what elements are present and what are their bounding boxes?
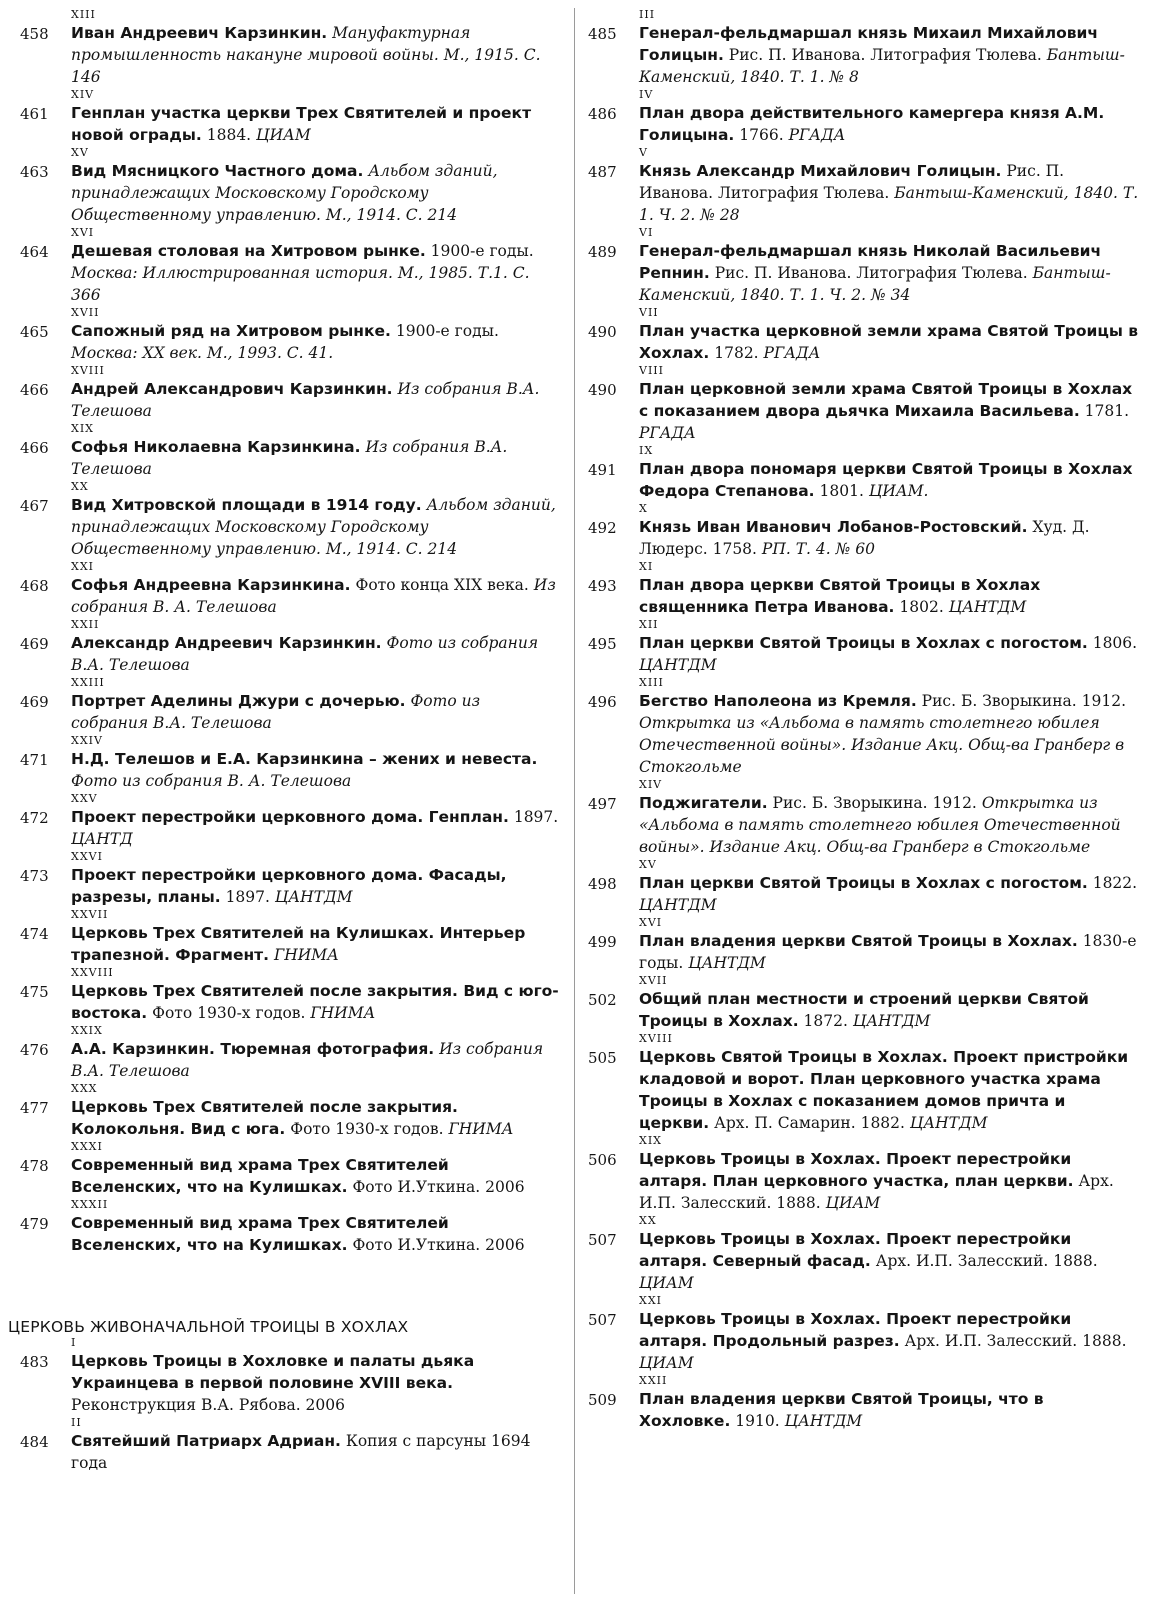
entry-title: Церковь Троицы в Хохловке и палаты дьяка Украинцева в первой половине XVIII века. xyxy=(71,1352,475,1392)
entry-source: РГАДА xyxy=(788,126,846,144)
left-column xyxy=(8,8,560,1474)
entry-title: План участка церковной земли храма Святой Троицы в Хохлах. xyxy=(639,322,1139,362)
entry-text xyxy=(71,980,560,1024)
entry-source: Фото из собрания В. А. Телешова xyxy=(71,772,352,790)
entry-source: РП. Т. 4. № 60 xyxy=(761,540,875,558)
page-number: 507 xyxy=(588,1231,617,1249)
roman-numeral: X xyxy=(639,502,648,515)
list-item xyxy=(20,240,560,306)
roman-numeral: XXII xyxy=(639,1374,668,1387)
entry-title: Генерал-фельдмаршал князь Михаил Михайлович Голицын. xyxy=(639,24,1099,64)
list-item xyxy=(20,922,560,966)
entry-text xyxy=(71,1212,560,1256)
roman-numeral: XXVI xyxy=(71,850,103,863)
entry-source: Бантыш-Каменский, 1840. Т. 1. Ч. 2. № 28 xyxy=(639,184,1139,224)
roman-numeral: XIV xyxy=(71,88,95,101)
entry-title: Князь Иван Иванович Лобанов-Ростовский. xyxy=(639,518,1028,536)
entry-details: Худ. Д. Людерс. 1758. xyxy=(639,518,1090,558)
entry-source: ЦАНТДМ xyxy=(639,656,717,674)
entry-source: ЦАНТД xyxy=(71,830,133,848)
list-item xyxy=(588,102,1140,146)
entry-title: План церкви Святой Троицы в Хохлах с погостом. xyxy=(639,634,1088,652)
entry-title: План церковной земли храма Святой Троицы в Хохлах с показанием двора дьячка Михаила Васильева. xyxy=(639,380,1133,420)
page-number: 476 xyxy=(20,1041,49,1059)
entry-title: План двора церкви Святой Троицы в Хохлах священника Петра Иванова. xyxy=(639,576,1041,616)
roman-numeral: XXXI xyxy=(71,1140,103,1153)
entry-title: Святейший Патриарх Адриан. xyxy=(71,1432,341,1450)
roman-numeral: XXI xyxy=(71,560,95,573)
entry-title: Н.Д. Телешов и Е.А. Карзинкина – жених и невеста. xyxy=(71,750,538,768)
entry-source: ЦИАМ xyxy=(825,1194,881,1212)
entry-title: Генплан участка церкви Трех Святителей и проект новой ограды. xyxy=(71,104,532,144)
page-number: 464 xyxy=(20,243,49,261)
right-column xyxy=(588,8,1140,1432)
roman-numeral: XVII xyxy=(71,306,100,319)
entry-title: Иван Андреевич Карзинкин. xyxy=(71,24,328,42)
roman-numeral: XXVIII xyxy=(71,966,114,979)
entry-text xyxy=(71,102,560,146)
roman-numeral: II xyxy=(71,1416,82,1429)
entry-text xyxy=(71,748,560,792)
list-item xyxy=(588,240,1140,306)
entry-title: План двора пономаря церкви Святой Троицы в Хохлах Федора Степанова. xyxy=(639,460,1133,500)
page-number: 489 xyxy=(588,243,617,261)
roman-numeral: VI xyxy=(639,226,654,239)
entry-title: Александр Андреевич Карзинкин. xyxy=(71,634,382,652)
list-item xyxy=(588,792,1140,858)
entry-details: Фото конца XIX века. xyxy=(355,576,529,594)
list-item xyxy=(588,872,1140,916)
entry-title: План владения церкви Святой Троицы, что в Хохловке. xyxy=(639,1390,1044,1430)
list-item xyxy=(20,1096,560,1140)
list-item xyxy=(20,1350,560,1416)
entry-details: Рис. П. Иванова. Литография Тюлева. xyxy=(714,264,1028,282)
entry-text xyxy=(639,22,1140,88)
entry-title: А.А. Карзинкин. Тюремная фотография. xyxy=(71,1040,435,1058)
entry-text xyxy=(639,988,1140,1032)
page-number: 475 xyxy=(20,983,49,1001)
roman-numeral: XVII xyxy=(639,974,668,987)
entry-source: ГНИМА xyxy=(274,946,339,964)
entry-text xyxy=(71,1038,560,1082)
entry-text xyxy=(639,1228,1140,1294)
list-item xyxy=(588,1388,1140,1432)
entry-source: Мануфактурная промышленность накануне мировой войны. М., 1915. С. 146 xyxy=(71,24,541,86)
roman-numeral: XXIV xyxy=(71,734,103,747)
entry-text xyxy=(639,160,1140,226)
entry-source: РГАДА xyxy=(639,424,696,442)
list-item xyxy=(20,436,560,480)
entry-source: Открытка из «Альбома в память столетнего юбилея Отечественной войны». Издание Акц. Общ-ва Гранберг в Стокгольме xyxy=(639,794,1121,856)
entry-details: Реконструкция В.А. Рябова. 2006 xyxy=(71,1396,345,1414)
list-item xyxy=(20,378,560,422)
entry-text xyxy=(639,1308,1140,1374)
entry-details: 1766. xyxy=(739,126,784,144)
list-item xyxy=(588,378,1140,444)
entry-title: Церковь Трех Святителей после закрытия. Вид с юго-востока. xyxy=(71,982,559,1022)
page-number: 466 xyxy=(20,439,49,457)
column-divider xyxy=(574,8,575,1594)
entry-details: 1910. xyxy=(735,1412,780,1430)
entry-details: 1781. xyxy=(1084,402,1130,420)
entry-source: ЦАНТДМ xyxy=(784,1412,863,1430)
roman-numeral: XVIII xyxy=(71,364,105,377)
entry-details: Фото И.Уткина. 2006 xyxy=(352,1236,525,1254)
list-item xyxy=(588,22,1140,88)
entry-source: Альбом зданий, принадлежащих Московскому Городскому Общественному управлению. М., 1914. С. 214 xyxy=(71,496,556,558)
page-number: 506 xyxy=(588,1151,617,1169)
list-item xyxy=(20,632,560,676)
entry-title: Сапожный ряд на Хитровом рынке. xyxy=(71,322,391,340)
list-item xyxy=(588,1308,1140,1374)
entry-title: Церковь Троицы в Хохлах. Проект перестройки алтаря. Северный фасад. xyxy=(639,1230,1072,1270)
entry-title: Андрей Александрович Карзинкин. xyxy=(71,380,393,398)
page-number: 495 xyxy=(588,635,617,653)
roman-numeral: XXI xyxy=(639,1294,663,1307)
entry-source: ЦИАМ xyxy=(639,1354,694,1372)
list-item xyxy=(588,574,1140,618)
entry-source: Москва: Иллюстрированная история. М., 1985. Т.1. С. 366 xyxy=(71,264,530,304)
page-number: 492 xyxy=(588,519,617,537)
entry-text xyxy=(71,22,560,88)
page-number: 477 xyxy=(20,1099,49,1117)
list-item xyxy=(20,494,560,560)
list-item xyxy=(20,1154,560,1198)
entry-text xyxy=(639,690,1140,778)
roman-numeral: XX xyxy=(639,1214,657,1227)
list-item xyxy=(20,1038,560,1082)
list-item xyxy=(20,806,560,850)
roman-numeral: XI xyxy=(639,560,654,573)
list-item xyxy=(588,690,1140,778)
entry-title: Современный вид храма Трех Святителей Вселенских, что на Кулишках. xyxy=(71,1214,449,1254)
entry-details: 1872. xyxy=(803,1012,848,1030)
entry-text xyxy=(71,1096,560,1140)
entry-source: Бантыш-Каменский, 1840. Т. 1. № 8 xyxy=(639,46,1125,86)
page-number: 491 xyxy=(588,461,617,479)
entry-source: Из собрания В.А. Телешова xyxy=(71,380,540,420)
page-number: 505 xyxy=(588,1049,617,1067)
entry-source: ЦАНТДМ xyxy=(639,896,717,914)
entry-text xyxy=(71,1350,560,1416)
page-number: 499 xyxy=(588,933,617,951)
page-number: 463 xyxy=(20,163,49,181)
entry-source: Из собрания В.А. Телешова xyxy=(71,438,508,478)
page-number: 487 xyxy=(588,163,617,181)
roman-numeral: XIX xyxy=(71,422,95,435)
page-number: 497 xyxy=(588,795,617,813)
entry-title: Проект перестройки церковного дома. Фасады, разрезы, планы. xyxy=(71,866,507,906)
roman-numeral: XX xyxy=(71,480,89,493)
page-number: 461 xyxy=(20,105,49,123)
entry-source: Фото из собрания В.А. Телешова xyxy=(71,634,539,674)
entry-text xyxy=(639,458,1140,502)
page-number: 469 xyxy=(20,635,49,653)
entry-text xyxy=(71,378,560,422)
entry-title: Бегство Наполеона из Кремля. xyxy=(639,692,917,710)
entry-details: Фото 1930-х годов. xyxy=(290,1120,444,1138)
page-number: 483 xyxy=(20,1353,49,1371)
entry-source: Бантыш-Каменский, 1840. Т. 1. Ч. 2. № 34 xyxy=(639,264,1111,304)
page-number: 490 xyxy=(588,323,617,341)
list-item xyxy=(588,458,1140,502)
entry-details: 1801. xyxy=(819,482,864,500)
page-number: 479 xyxy=(20,1215,49,1233)
list-item xyxy=(20,22,560,88)
entry-title: Проект перестройки церковного дома. Генплан. xyxy=(71,808,509,826)
page-number: 469 xyxy=(20,693,49,711)
roman-numeral: XV xyxy=(71,146,89,159)
page-number: 466 xyxy=(20,381,49,399)
page-number: 458 xyxy=(20,25,49,43)
roman-numeral: XXII xyxy=(71,618,100,631)
page-number: 478 xyxy=(20,1157,49,1175)
entry-details: 1900-е годы. xyxy=(395,322,499,340)
entry-source: ЦИАМ. xyxy=(868,482,929,500)
list-item xyxy=(20,1212,560,1256)
entry-text xyxy=(639,516,1140,560)
entry-text xyxy=(639,632,1140,676)
entry-details: 1900-е годы. xyxy=(430,242,534,260)
list-item xyxy=(20,1430,560,1474)
entry-text xyxy=(71,320,560,364)
roman-numeral: XIX xyxy=(639,1134,663,1147)
entry-source: ЦИАМ xyxy=(256,126,311,144)
entry-details: Фото И.Уткина. 2006 xyxy=(352,1178,525,1196)
roman-numeral: IX xyxy=(639,444,654,457)
roman-numeral: XV xyxy=(639,858,657,871)
list-item xyxy=(20,102,560,146)
entry-text xyxy=(639,102,1140,146)
entry-text xyxy=(71,864,560,908)
roman-numeral: XXIII xyxy=(71,676,105,689)
entry-text xyxy=(639,1388,1140,1432)
entry-details: Рис. Б. Зворыкина. 1912. xyxy=(772,794,977,812)
entry-title: Софья Андреевна Карзинкина. xyxy=(71,576,351,594)
entry-source: РГАДА xyxy=(763,344,821,362)
roman-numeral: XXX xyxy=(71,1082,98,1095)
page-number: 496 xyxy=(588,693,617,711)
roman-numeral: XIII xyxy=(639,676,664,689)
list-item xyxy=(588,516,1140,560)
entry-source: Из собрания В.А. Телешова xyxy=(71,1040,544,1080)
entry-text xyxy=(71,494,560,560)
entry-title: Церковь Троицы в Хохлах. Проект перестройки алтаря. План церковного участка, план церкви. xyxy=(639,1150,1074,1190)
entry-text xyxy=(71,436,560,480)
list-item xyxy=(20,320,560,364)
list-item xyxy=(20,160,560,226)
page-number: 490 xyxy=(588,381,617,399)
entry-details: Арх. П. Самарин. 1882. xyxy=(714,1114,905,1132)
entry-title: Вид Хитровской площади в 1914 году. xyxy=(71,496,422,514)
roman-numeral: XIII xyxy=(71,8,96,21)
entry-details: Рис. П. Иванова. Литография Тюлева. xyxy=(639,162,1065,202)
list-item xyxy=(20,690,560,734)
entry-title: Софья Николаевна Карзинкина. xyxy=(71,438,361,456)
entry-source: Альбом зданий, принадлежащих Московскому Городскому Общественному управлению. М., 1914. С. 214 xyxy=(71,162,498,224)
entry-title: План двора действительного камергера князя А.М. Голицына. xyxy=(639,104,1105,144)
list-item xyxy=(20,574,560,618)
page-number: 467 xyxy=(20,497,49,515)
entry-text xyxy=(71,1430,560,1474)
list-item xyxy=(20,748,560,792)
entry-text xyxy=(71,690,560,734)
entry-title: Церковь Святой Троицы в Хохлах. Проект пристройки кладовой и ворот. План церковного участка храма Троицы в Хохлах с показанием домов причта и церкви. xyxy=(639,1048,1129,1132)
page-number: 474 xyxy=(20,925,49,943)
roman-numeral: XIV xyxy=(639,778,663,791)
entry-source: Открытка из «Альбома в память столетнего юбилея Отечественной войны». Издание Акц. Общ-ва Гранберг в Стокгольме xyxy=(639,714,1125,776)
roman-numeral: XVI xyxy=(639,916,663,929)
entry-details: Арх. И.П. Залесский. 1888. xyxy=(639,1172,1114,1212)
entry-source: ЦАНТДМ xyxy=(852,1012,931,1030)
entry-text xyxy=(639,378,1140,444)
entry-text xyxy=(639,930,1140,974)
entry-source: Фото из собрания В.А. Телешова xyxy=(71,692,481,732)
entry-details: 1806. xyxy=(1092,634,1138,652)
page-number: 465 xyxy=(20,323,49,341)
entry-text xyxy=(71,806,560,850)
list-item xyxy=(588,1046,1140,1134)
list-item xyxy=(20,980,560,1024)
entry-text xyxy=(639,240,1140,306)
page-number: 493 xyxy=(588,577,617,595)
page-number: 486 xyxy=(588,105,617,123)
entry-title: Поджигатели. xyxy=(639,794,768,812)
entry-text xyxy=(639,1046,1140,1134)
entry-text xyxy=(639,1148,1140,1214)
entry-details: Арх. И.П. Залесский. 1888. xyxy=(875,1252,1098,1270)
roman-numeral: XII xyxy=(639,618,659,631)
page-number: 507 xyxy=(588,1311,617,1329)
entry-source: ГНИМА xyxy=(448,1120,514,1138)
list-item xyxy=(20,864,560,908)
entry-text xyxy=(71,240,560,306)
entry-title: План церкви Святой Троицы в Хохлах с погостом. xyxy=(639,874,1088,892)
list-item xyxy=(588,320,1140,364)
entry-source: ЦАНТДМ xyxy=(688,954,766,972)
entry-text xyxy=(639,320,1140,364)
page-number: 485 xyxy=(588,25,617,43)
entry-text xyxy=(639,872,1140,916)
entry-title: Князь Александр Михайлович Голицын. xyxy=(639,162,1002,180)
entry-title: План владения церкви Святой Троицы в Хохлах. xyxy=(639,932,1078,950)
entry-title: Церковь Трех Святителей после закрытия. Колокольня. Вид с юга. xyxy=(71,1098,458,1138)
section-title: ЦЕРКОВЬ ЖИВОНАЧАЛЬНОЙ ТРОИЦЫ В ХОХЛАХ xyxy=(8,1318,409,1336)
roman-numeral: VIII xyxy=(639,364,664,377)
entry-title: Вид Мясницкого Частного дома. xyxy=(71,162,364,180)
entry-details: 1884. xyxy=(206,126,252,144)
entry-details: Рис. Б. Зворыкина. 1912. xyxy=(921,692,1127,710)
roman-numeral: XXVII xyxy=(71,908,109,921)
entry-details: 1830-е годы. xyxy=(639,932,1137,972)
entry-title: Церковь Трех Святителей на Кулишках. Интерьер трапезной. Фрагмент. xyxy=(71,924,526,964)
roman-numeral: XXIX xyxy=(71,1024,103,1037)
entry-title: Портрет Аделины Джури с дочерью. xyxy=(71,692,406,710)
roman-numeral: XVI xyxy=(71,226,95,239)
list-item xyxy=(588,1148,1140,1214)
page-number: 502 xyxy=(588,991,617,1009)
page-number: 472 xyxy=(20,809,49,827)
entry-title: Современный вид храма Трех Святителей Вселенских, что на Кулишках. xyxy=(71,1156,449,1196)
entry-title: Церковь Троицы в Хохлах. Проект перестройки алтаря. Продольный разрез. xyxy=(639,1310,1072,1350)
entry-text xyxy=(71,160,560,226)
entry-details: Фото 1930-х годов. xyxy=(152,1004,306,1022)
entry-title: Общий план местности и строений церкви Святой Троицы в Хохлах. xyxy=(639,990,1089,1030)
entry-source: ЦАНТДМ xyxy=(909,1114,988,1132)
entry-text xyxy=(71,1154,560,1198)
entry-source: ЦИАМ xyxy=(639,1274,694,1292)
list-item xyxy=(588,160,1140,226)
roman-numeral: V xyxy=(639,146,648,159)
entry-title: Генерал-фельдмаршал князь Николай Васильевич Репнин. xyxy=(639,242,1102,282)
entry-source: Москва: XX век. М., 1993. С. 41. xyxy=(71,344,334,362)
roman-numeral: III xyxy=(639,8,656,21)
page-number: 471 xyxy=(20,751,49,769)
entry-details: Копия с парсуны 1694 года xyxy=(71,1432,531,1472)
entry-details: 1782. xyxy=(714,344,759,362)
list-item xyxy=(588,632,1140,676)
entry-text xyxy=(71,574,560,618)
roman-numeral: I xyxy=(71,1336,77,1349)
list-item xyxy=(588,930,1140,974)
roman-numeral: XVIII xyxy=(639,1032,673,1045)
page-number: 468 xyxy=(20,577,49,595)
entry-details: 1897. xyxy=(513,808,559,826)
entry-text xyxy=(639,574,1140,618)
page-number: 484 xyxy=(20,1433,49,1451)
entry-title: Дешевая столовая на Хитровом рынке. xyxy=(71,242,426,260)
entry-source: ЦАНТДМ xyxy=(274,888,353,906)
entry-text xyxy=(71,632,560,676)
entry-details: 1897. xyxy=(225,888,270,906)
roman-numeral: VII xyxy=(639,306,659,319)
entry-text xyxy=(639,792,1140,858)
page-number: 509 xyxy=(588,1391,617,1409)
roman-numeral: XXV xyxy=(71,792,98,805)
entry-details: 1822. xyxy=(1092,874,1138,892)
entry-source: ГНИМА xyxy=(310,1004,376,1022)
page-number: 498 xyxy=(588,875,617,893)
entry-source: ЦАНТДМ xyxy=(948,598,1027,616)
entry-details: 1802. xyxy=(899,598,944,616)
entry-text xyxy=(71,922,560,966)
list-item xyxy=(588,1228,1140,1294)
entry-details: Арх. И.П. Залесский. 1888. xyxy=(904,1332,1127,1350)
page-number: 473 xyxy=(20,867,49,885)
list-item xyxy=(588,988,1140,1032)
entry-details: Рис. П. Иванова. Литография Тюлева. xyxy=(728,46,1042,64)
roman-numeral: IV xyxy=(639,88,654,101)
entry-source: Из собрания В. А. Телешова xyxy=(71,576,556,616)
roman-numeral: XXXII xyxy=(71,1198,109,1211)
